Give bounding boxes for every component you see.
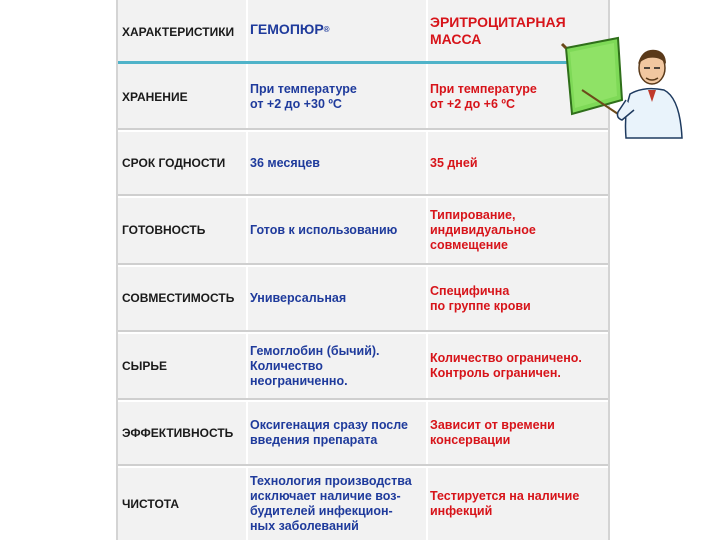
header-erythrocyte-mass: ЭРИТРОЦИТАРНАЯ МАССА: [430, 14, 566, 47]
header-characteristics: ХАРАКТЕРИСТИКИ: [122, 25, 235, 39]
table-row: [118, 66, 608, 130]
table-row: [118, 468, 608, 540]
hemopure-value: Готов к использованию: [250, 223, 398, 237]
comparison-table: [116, 0, 610, 540]
erythrocyte-value: Зависит от времени консервации: [430, 418, 555, 447]
hemopure-value: Гемоглобин (бычий). Количество неограниченно.: [250, 343, 380, 388]
hemopure-value: При температуре от +2 до +30 ºC: [250, 82, 357, 111]
hemopure-value: 36 месяцев: [250, 155, 320, 170]
table-row: [118, 334, 608, 400]
header-hemopure-label: ГЕМОПЮР: [250, 21, 324, 37]
erythrocyte-value: При температуре от +2 до +6 ºC: [430, 82, 537, 111]
erythrocyte-value: Количество ограничено. Контроль ограничен.: [430, 351, 582, 380]
erythrocyte-value: 35 дней: [430, 155, 478, 170]
row-label: ЧИСТОТА: [122, 496, 180, 511]
table-row: [118, 267, 608, 332]
green-board: [562, 38, 622, 114]
table-header-row: [118, 0, 608, 64]
hemopure-value: Оксигенация сразу после введения препарата: [250, 418, 408, 447]
row-label: ХРАНЕНИЕ: [122, 89, 188, 104]
table-row: [118, 198, 608, 265]
header-hemopure: [250, 0, 426, 61]
erythrocyte-value: Специфична по группе крови: [430, 283, 531, 313]
table-row: [118, 402, 608, 466]
row-label: СРОК ГОДНОСТИ: [122, 155, 226, 170]
registered-mark: ®: [323, 25, 330, 34]
row-label: СОВМЕСТИМОСТЬ: [122, 291, 235, 305]
hemopure-value: Технология производства исключает наличие воз- будителей инфекцион- ных заболеваний: [250, 474, 412, 533]
row-label: ЭФФЕКТИВНОСТЬ: [122, 425, 234, 440]
row-label: СЫРЬЕ: [122, 358, 168, 373]
row-label: ГОТОВНОСТЬ: [122, 223, 206, 237]
erythrocyte-value: Типирование, индивидуальное совмещение: [430, 208, 536, 252]
table-row: [118, 132, 608, 196]
teacher-pointing-board-clipart: [560, 34, 690, 144]
hemopure-value: Универсальная: [250, 291, 347, 305]
erythrocyte-value: Тестируется на наличие инфекций: [430, 489, 580, 518]
